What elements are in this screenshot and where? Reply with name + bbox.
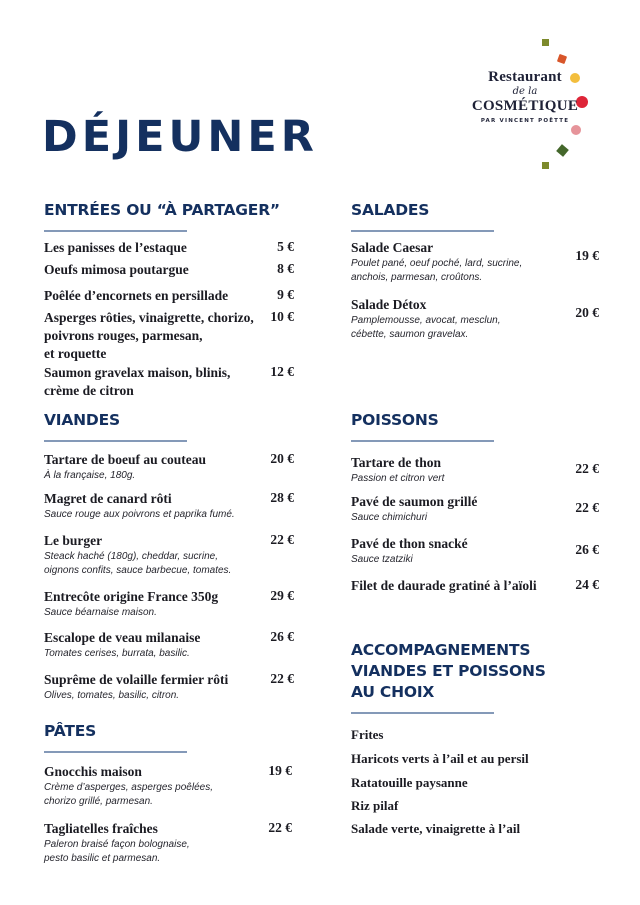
item-description: Crème d’asperges, asperges poêlées, <box>44 782 213 793</box>
menu-item <box>44 261 294 279</box>
restaurant-logo <box>462 34 612 174</box>
item-price: 22 € <box>575 461 599 476</box>
section-poissons <box>351 410 599 600</box>
section-divider <box>351 440 494 442</box>
item-price: 28 € <box>270 490 294 505</box>
item-name: Magret de canard rôti <box>44 491 172 506</box>
item-price: 12 € <box>270 364 294 379</box>
side-dish: Salade verte, vinaigrette à l’ail <box>351 821 521 836</box>
menu-item <box>44 287 294 305</box>
logo-byline: PAR VINCENT POËTTE <box>480 118 570 124</box>
item-name: Pavé de saumon grillé <box>351 494 478 509</box>
item-description: Sauce béarnaise maison. <box>44 607 157 618</box>
side-dish: Ratatouille paysanne <box>351 775 468 790</box>
item-name: Escalope de veau milanaise <box>44 630 201 645</box>
menu-item <box>44 309 294 363</box>
logo-dot-olive-bottom <box>542 162 549 169</box>
item-description: Passion et citron vert <box>351 473 445 484</box>
item-price: 22 € <box>270 532 294 547</box>
item-price: 19 € <box>575 248 599 263</box>
menu-item <box>44 671 294 703</box>
menu-item <box>351 296 599 342</box>
item-name: Saumon gravelax maison, blinis, <box>44 365 231 380</box>
item-name: Tagliatelles fraîches <box>44 821 158 836</box>
menu-item <box>351 493 599 525</box>
side-dish: Frites <box>351 727 384 742</box>
item-description-line2: anchois, parmesan, croûtons. <box>351 272 483 283</box>
item-description: Tomates cerises, burrata, basilic. <box>44 648 190 659</box>
item-description: Steack haché (180g), cheddar, sucrine, <box>44 551 218 562</box>
item-name: Poêlée d’encornets en persillade <box>44 288 229 303</box>
item-name: Pavé de thon snacké <box>351 536 468 551</box>
item-name-line2: poivrons rouges, parmesan, <box>44 328 203 343</box>
item-price: 22 € <box>270 671 294 686</box>
section-title: SALADES <box>351 201 430 219</box>
menu-item <box>44 629 294 661</box>
side-dish: Riz pilaf <box>351 798 399 813</box>
section-title: ACCOMPAGNEMENTS <box>351 641 531 659</box>
item-name: Salade Détox <box>351 297 427 312</box>
logo-dot-green <box>556 144 569 157</box>
item-price: 20 € <box>575 305 599 320</box>
item-description: Pamplemousse, avocat, mesclun, <box>351 315 501 326</box>
item-price: 22 € <box>575 500 599 515</box>
item-description: Sauce tzatziki <box>351 554 413 565</box>
menu-item <box>351 239 599 285</box>
item-name: Salade Caesar <box>351 240 434 255</box>
menu-item <box>44 588 294 620</box>
item-name: Asperges rôties, vinaigrette, chorizo, <box>44 310 254 325</box>
item-price: 29 € <box>270 588 294 603</box>
item-description: Sauce rouge aux poivrons et paprika fumé. <box>44 509 235 520</box>
section-title-line3: AU CHOIX <box>351 683 435 701</box>
section-title: POISSONS <box>351 411 439 429</box>
section-title: ENTRÉES OU “À PARTAGER” <box>44 201 280 219</box>
menu-item <box>351 535 599 567</box>
section-divider <box>351 712 494 714</box>
menu-item <box>44 239 294 257</box>
section-entrees <box>44 200 294 400</box>
menu-item <box>351 454 599 486</box>
item-description-line2: cébette, saumon gravelax. <box>351 329 469 340</box>
item-price: 26 € <box>270 629 294 644</box>
logo-dot-orange <box>557 54 567 64</box>
section-divider <box>44 751 187 753</box>
item-price: 10 € <box>270 309 294 324</box>
item-description-line2: pesto basilic et parmesan. <box>44 853 161 864</box>
item-name: Les panisses de l’estaque <box>44 240 187 255</box>
item-price: 26 € <box>575 542 599 557</box>
item-price: 19 € <box>268 763 292 778</box>
side-dish: Haricots verts à l’ail et au persil <box>351 751 529 766</box>
item-name: Filet de daurade gratiné à l’aïoli <box>351 578 537 593</box>
item-name: Oeufs mimosa poutargue <box>44 262 189 277</box>
item-description-line2: oignons confits, sauce barbecue, tomates. <box>44 565 232 576</box>
menu-item <box>44 490 294 522</box>
section-title: VIANDES <box>44 411 120 429</box>
item-description: Paleron braisé façon bolognaise, <box>44 839 190 850</box>
menu-item <box>44 763 292 809</box>
item-price: 24 € <box>575 577 599 592</box>
menu-item <box>44 820 292 866</box>
section-salades <box>351 200 599 350</box>
page-title: DÉJEUNER <box>42 112 318 162</box>
item-name: Tartare de boeuf au couteau <box>44 452 206 467</box>
menu-item <box>44 532 294 578</box>
item-price: 9 € <box>277 287 294 302</box>
section-title: PÂTES <box>44 722 97 740</box>
menu-item <box>44 451 294 483</box>
item-name: Tartare de thon <box>351 455 442 470</box>
item-price: 5 € <box>277 239 294 254</box>
item-name: Suprême de volaille fermier rôti <box>44 672 229 687</box>
logo-dot-olive-top <box>542 39 549 46</box>
logo-de-la: de la <box>512 86 538 97</box>
menu-item <box>351 577 599 595</box>
section-divider <box>44 440 187 442</box>
item-name-line2: crème de citron <box>44 383 134 398</box>
menu-item <box>44 364 294 400</box>
section-divider <box>351 230 494 232</box>
section-title-line2: VIANDES ET POISSONS <box>351 662 546 680</box>
item-price: 22 € <box>268 820 292 835</box>
item-name: Entrecôte origine France 350g <box>44 589 219 604</box>
item-name-line3: et roquette <box>44 346 107 361</box>
item-description: Poulet pané, oeuf poché, lard, sucrine, <box>351 258 523 269</box>
section-accompagnements <box>351 640 599 850</box>
item-description: À la française, 180g. <box>44 470 136 481</box>
item-description-line2: chorizo grillé, parmesan. <box>44 796 153 807</box>
section-viandes <box>44 410 294 710</box>
logo-wordmark <box>470 68 580 124</box>
item-description: Olives, tomates, basilic, citron. <box>44 690 180 701</box>
logo-restaurant: Restaurant <box>488 69 562 85</box>
section-divider <box>44 230 187 232</box>
item-price: 8 € <box>277 261 294 276</box>
item-description: Sauce chimichuri <box>351 512 428 523</box>
logo-dot-pink <box>571 125 581 135</box>
logo-cosmetique: COSMÉTIQUE <box>471 98 579 114</box>
section-pates <box>44 721 292 871</box>
item-name: Le burger <box>44 533 103 548</box>
item-price: 20 € <box>270 451 294 466</box>
item-name: Gnocchis maison <box>44 764 142 779</box>
